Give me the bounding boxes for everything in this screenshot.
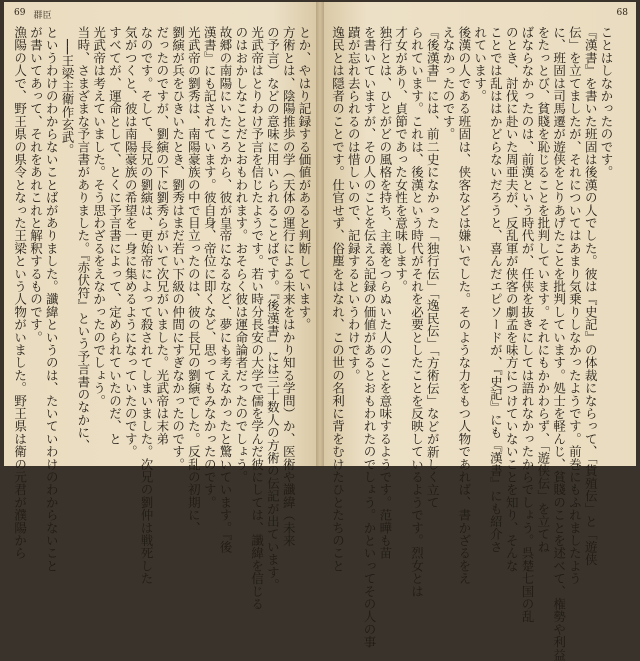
text-line: 才女があり、貞節であった女性を意味します。 — [393, 26, 409, 293]
text-line: れています。 — [472, 26, 488, 103]
text-line: とか、やはり記録する価値があると判断しています。 — [297, 26, 312, 331]
text-line: 伝」を立てましたが、それについてはあまり気乗りしなかったようです。前巻にもふれましたよう — [567, 26, 583, 585]
text-line: ことはしなかったのです。 — [599, 26, 614, 179]
right-page-header — [617, 8, 628, 18]
text-line: 光武帝はとりわけ予言を信じたようです。若い時分長安の大学で儒を学んだ彼にしては、讖緯を信じる — [249, 26, 265, 611]
text-line: を書いていますが、その人のことを伝える記録の価値があるとおもわれたのでしょう。かといってその人の事 — [362, 26, 378, 649]
book-gutter — [316, 2, 324, 466]
text-line: なのです。そして、長兄の劉縯は、更始帝によって殺されてしまいました。次兄の劉仲は戦死した — [139, 26, 155, 585]
text-line: 独行とは、ひとがどの風格を持ち、主義をつらぬいた人のことを意味するようです。范曄も苗 — [377, 26, 393, 560]
text-line: すべてが、運命として、とくに予言書によって、定められていたのだ、と — [107, 26, 123, 446]
left-page-header — [14, 8, 51, 21]
text-line: られています。これは、後漢という時代がそれを必要としたことを反映しているようです。烈女とは — [409, 26, 425, 598]
text-line: 蹟が忘れ去られるのは惜しいので、記録するというわけです。 — [346, 26, 362, 382]
text-line: 光武帝は考えていました。そう思わざるをえなかったのでしょう。 — [91, 26, 107, 407]
left-page-text — [12, 26, 312, 611]
text-line: だったのですが、劉縯の下に劉秀らがいて次兄がいました。光武帝は末弟 — [154, 26, 170, 446]
text-line: ばならなかったのは、前漢という時代が、任侠を抜きにしては語れなかったからでしょう。呉楚七国の乱 — [520, 26, 536, 623]
text-line: 後漢の人である班固は、侠客などは嫌いでした。そのような力をもつ人物であれば、書かざるをえ — [456, 26, 472, 585]
text-line: のはおかしなことだとおもわれます。おそらく彼は運命論者だったのでしょう。 — [233, 26, 249, 484]
text-line: 劉縯が兵をひきいたとき、劉秀はまだ若い下級の仲間にすぎなかったのです。 — [170, 26, 186, 471]
left-page-number: 69 — [14, 8, 26, 18]
book-spread — [4, 2, 636, 661]
text-line: 当時、さまざまな予言書がありました。『赤伏符』という予言書のなかに、 — [75, 26, 91, 452]
text-line: えなかったのです。 — [441, 26, 457, 141]
text-line: 故郷の南陽にいたころから、彼が皇帝になるなど、夢にも考えなかったと驚いています。『後 — [218, 26, 234, 554]
text-line: 気がつくと、彼は南陽豪族の希望を一身に集めるようになっていたのです。 — [123, 26, 139, 458]
text-line: の予言）などの意味に用いられることばです。『後漢書』には三十数人の方術の伝記が出ています。 — [265, 26, 281, 592]
running-head: 群臣 — [33, 11, 52, 21]
text-line: というわけのわからないことばがありました。讖緯というのは、たいていわけのわからないこと — [44, 26, 60, 573]
text-line: のとき、討伐に赴いた周亜夫が、反乱軍が侠客の劇孟を味方につけていないことを知り、そんな — [504, 26, 520, 573]
text-line: が書いてあって、それをあれこれと解釈するものです。 — [28, 26, 44, 344]
right-page — [320, 2, 636, 661]
text-line: 漁陽の人で、野王県の県令となった王梁という人物がいました。野王県は衛の元君が濮陽から — [12, 26, 28, 560]
text-line: をたっとび、貧賤を恥じることを批判しています。それにもかかわらず、「遊侠伝」を立てね — [535, 26, 551, 554]
text-line: に、班固は司馬遷が遊侠をとりあげたことを批判しています。処士を軽んじ、貧賤のことを述べて、権勢や利益 — [551, 26, 567, 661]
right-page-number: 68 — [616, 8, 628, 18]
left-page — [4, 2, 320, 611]
text-line: 『漢書』を書いた班固は後漢の人でした。彼は『史記』の体裁にならって、「貨殖伝」と「遊侠 — [583, 26, 599, 566]
text-line: 逸民とは隠者のことです。仕官せず、俗塵をはなれ、この世の名利に背をむけたひとたちのこと — [330, 26, 346, 573]
text-line: 漢書』にも記されています。彼自身、帝位に即くなど、思ってもみなかったのです。 — [202, 26, 218, 509]
text-line: ──王梁主衛作玄武。 — [60, 39, 76, 157]
right-page-text — [330, 26, 614, 661]
text-line: ことでは乱ははかどらないだろうと、喜んだエピソードが、『史記』にも『漢書』にも紹介さ — [488, 26, 504, 554]
text-line: 『後漢書』には、前二史になかった「独行伝」「逸民伝」「方術伝」などが新しく立て — [425, 26, 441, 509]
text-line: 方術とは、陰陽推歩の学（天体の運行による未来をはかり知る学問）か、医術や讖緯（未来 — [281, 26, 297, 547]
text-line: 光武帝の劉秀は、南陽豪族の中で目立ったのは、彼の長兄の劉縯でした。反乱の初期に、 — [186, 26, 202, 534]
